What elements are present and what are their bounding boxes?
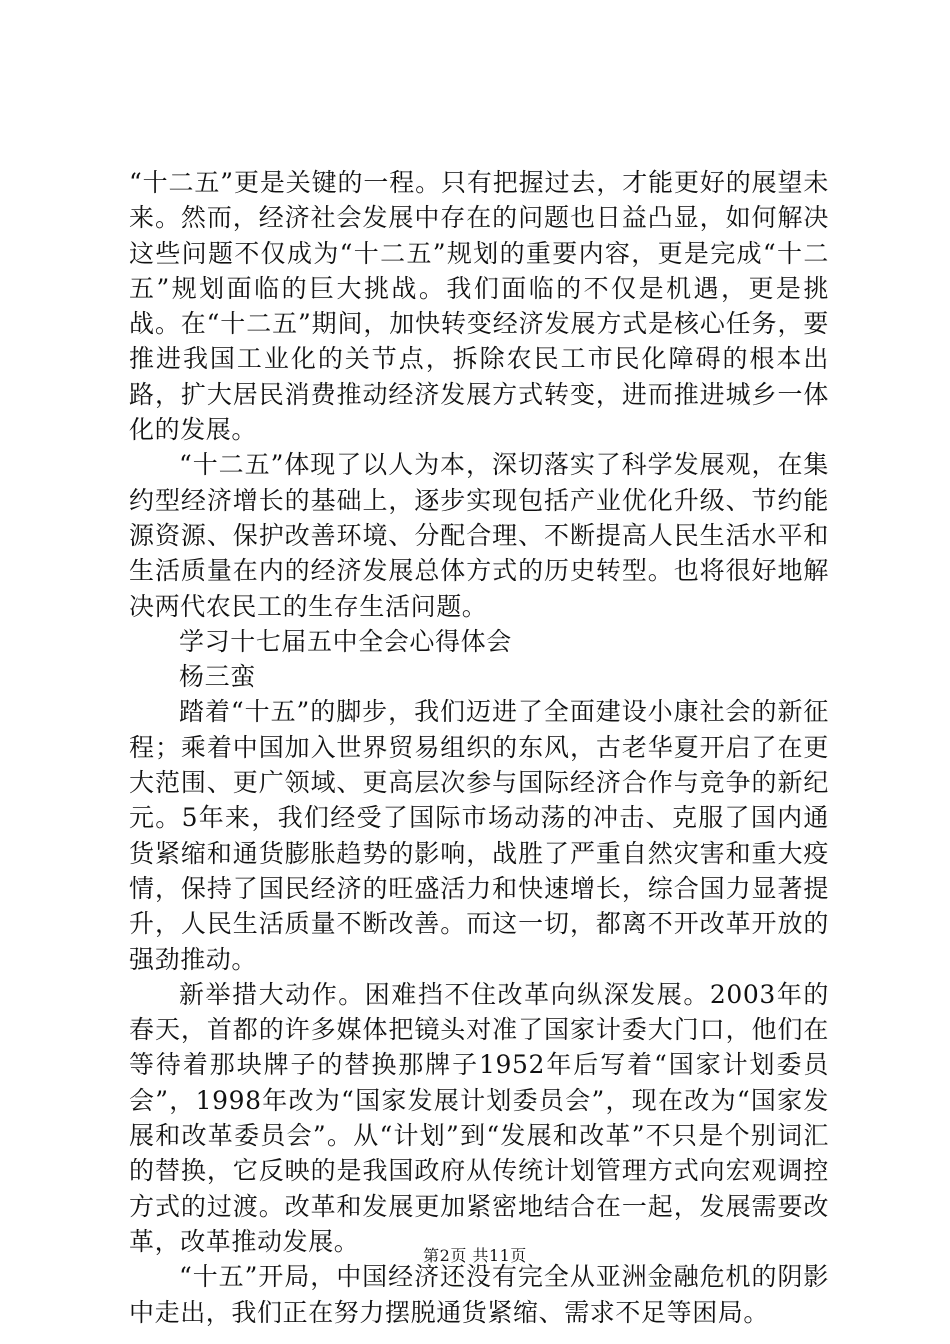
body-paragraph-4: 新举措大动作。困难挡不住改革向纵深发展。2003年的春天，首都的许多媒体把镜头对准了国家计委大门口，他们在等待着那块牌子的替换那牌子1952年后写着“国家计划委员会”，1998年改为“国家发展计划委员会”，现在改为“国家发展和改革委员会”。从“计划”到“发展和改革”不只是个别词汇的替换，它反映的是我国政府从传统计划管理方式向宏观调控方式的过渡。改革和发展更加紧密地结合在一起，发展需要改革，改革推动发展。	[129, 979, 829, 1256]
body-paragraph-2: “十二五”体现了以人为本，深切落实了科学发展观，在集约型经济增长的基础上，逐步实现包括产业优化升级、节约能源资源、保护改善环境、分配合理、不断提高人民生活水平和生活质量在内的经济发展总体方式的历史转型。也将很好地解决两代农民工的生存生活问题。	[129, 450, 829, 621]
body-paragraph-5: “十五”开局，中国经济还没有完全从亚洲金融危机的阴影中走出，我们正在努力摆脱通货紧缩、需求不足等困局。	[129, 1262, 829, 1327]
document-body	[129, 165, 829, 1330]
body-paragraph-3: 踏着“十五”的脚步，我们迈进了全面建设小康社会的新征程；乘着中国加入世界贸易组织的东风，古老华夏开启了在更大范围、更广领域、更高层次参与国际经济合作与竞争的新纪元。5年来，我们经受了国际市场动荡的冲击、克服了国内通货紧缩和通货膨胀趋势的影响，战胜了严重自然灾害和重大疫情，保持了国民经济的旺盛活力和快速增长，综合国力显著提升，人民生活质量不断改善。而这一切，都离不开改革开放的强劲推动。	[129, 697, 829, 974]
author-name: 杨三蛮	[179, 662, 256, 692]
body-paragraph-1: “十二五”更是关键的一程。只有把握过去，才能更好的展望未来。然而，经济社会发展中存在的问题也日益凸显，如何解决这些问题不仅成为“十二五”规划的重要内容，更是完成“十二五”规划面临的巨大挑战。我们面临的不仅是机遇，更是挑战。在“十二五”期间，加快转变经济发展方式是核心任务，要推进我国工业化的关节点，拆除农民工市民化障碍的根本出路，扩大居民消费推动经济发展方式转变，进而推进城乡一体化的发展。	[129, 168, 829, 445]
page-number-label: 第2页 共11页	[423, 1246, 527, 1265]
page-footer	[0, 1246, 950, 1266]
section-heading: 学习十七届五中全会心得体会	[179, 626, 512, 656]
